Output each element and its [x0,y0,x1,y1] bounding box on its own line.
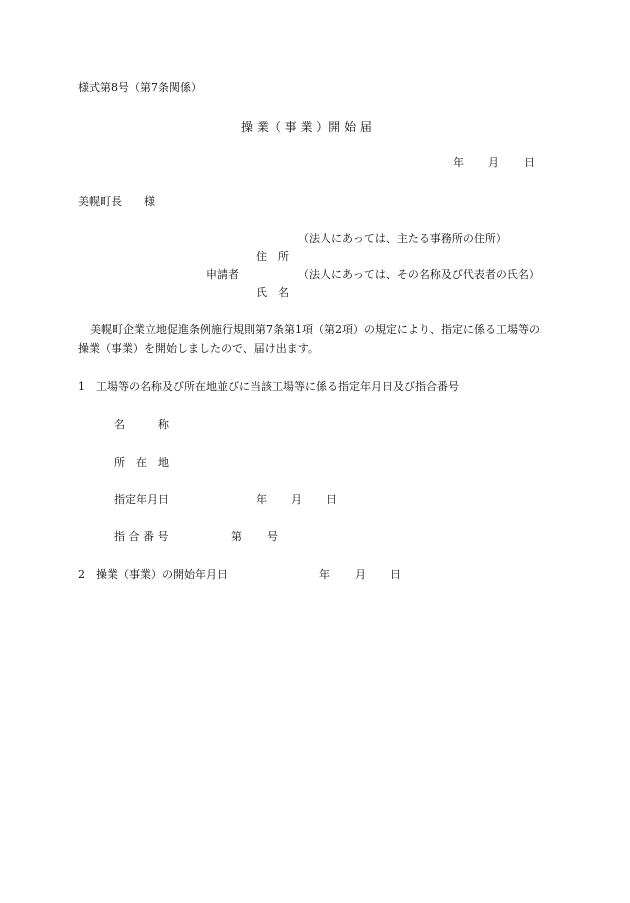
designation-number-prefix: 第 [231,530,242,543]
addressee: 美幌町長 様 [78,195,155,208]
section-2-heading: 2 操業（事業）の開始年月日 [78,568,228,581]
date-day: 日 [524,156,535,169]
factory-name-label: 名 称 [114,418,169,431]
name-label: 氏 名 [256,286,289,299]
start-date-day: 日 [390,568,401,581]
date-month: 月 [488,156,499,169]
start-date-month: 月 [355,568,366,581]
document-title: 操 業（ 事 業 ）開 始 届 [241,120,372,134]
designation-date-year: 年 [256,493,267,506]
address-note: （法人にあっては、主たる事務所の住所） [298,232,507,245]
body-line-1: 美幌町企業立地促進条例施行規則第7条第1項（第2項）の規定により、指定に係る工場等の [90,323,540,336]
section-1-heading: 1 工場等の名称及び所在地並びに当該工場等に係る指定年月日及び指合番号 [78,380,459,393]
designation-date-label: 指定年月日 [114,493,169,506]
form-number: 様式第8号（第7条関係） [78,81,202,94]
designation-date-month: 月 [291,493,302,506]
designation-number-label: 指 合 番 号 [114,530,169,543]
address-label: 住 所 [256,250,289,263]
designation-date-day: 日 [326,493,337,506]
start-date-year: 年 [319,568,330,581]
name-note: （法人にあっては、その名称及び代表者の氏名） [298,268,540,281]
body-line-2: 操業（事業）を開始しましたので、届け出ます。 [78,342,319,355]
date-year: 年 [453,156,464,169]
factory-location-label: 所 在 地 [114,456,169,469]
designation-number-suffix: 号 [267,530,278,543]
applicant-label: 申請者 [206,268,239,281]
